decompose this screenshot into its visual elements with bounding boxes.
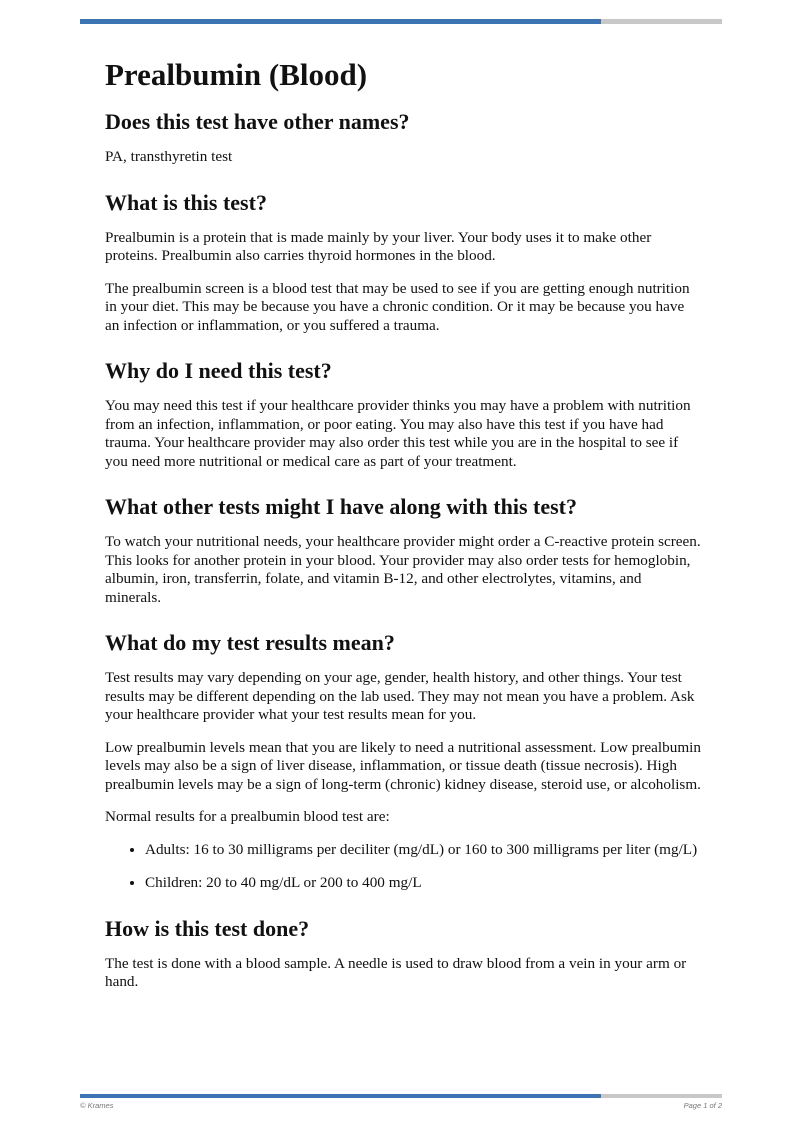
footer-copyright: © Krames	[80, 1101, 114, 1110]
page-number: Page 1 of 2	[683, 1101, 722, 1110]
document-body	[105, 56, 701, 1014]
page-title: Prealbumin (Blood)	[105, 57, 368, 92]
section-what-is-test	[105, 189, 701, 336]
section-heading: What is this test?	[105, 189, 267, 215]
section-paragraph: Test results may vary depending on your age, gender, health history, and other things. Your test results may be different depending on the lab used. They may not mean you have a problem. Ask your healthcare provider what your test results mean for you.	[105, 669, 695, 723]
section-other-tests	[105, 493, 701, 607]
section-heading: What other tests might I have along with this test?	[105, 494, 577, 519]
normal-results-list	[105, 841, 701, 893]
footer-progress-fill	[80, 1094, 601, 1098]
section-heading: Why do I need this test?	[105, 358, 332, 383]
header-progress-bar	[80, 19, 722, 24]
section-paragraph: To watch your nutritional needs, your healthcare provider might order a C-reactive protein screen. This looks for another protein in your blood. Your provider may also order tests for hemoglobin, albumin, iron, transferrin, folate, and vitamin B-12, and other electrolytes, vitamins, and minerals.	[105, 533, 701, 606]
section-paragraph: The test is done with a blood sample. A needle is used to draw blood from a vein in your arm or hand.	[105, 954, 687, 990]
section-results-mean	[105, 629, 701, 893]
section-paragraph: Normal results for a prealbumin blood test are:	[105, 808, 390, 825]
section-other-names	[105, 108, 701, 167]
footer-progress-bar	[80, 1094, 722, 1098]
section-why-need-test	[105, 357, 701, 471]
section-paragraph: Prealbumin is a protein that is made mainly by your liver. Your body uses it to make other proteins. Prealbumin also carries thyroid hormones in the blood.	[105, 228, 652, 264]
section-heading: Does this test have other names?	[105, 109, 410, 134]
header-progress-fill	[80, 19, 601, 24]
section-heading: How is this test done?	[105, 915, 310, 941]
section-paragraph: Low prealbumin levels mean that you are likely to need a nutritional assessment. Low prealbumin levels may also be a sign of liver disease, inflammation, or tissue death (tissue necrosis). High prealbumin levels may be a sign of long-term (chronic) kidney disease, steroid use, or alcoholism.	[105, 738, 701, 793]
list-item: • Adults: 16 to 30 milligrams per deciliter (mg/dL) or 160 to 300 milligrams per liter (mg/L)	[145, 841, 701, 860]
section-heading: What do my test results mean?	[105, 630, 395, 655]
list-item: • Children: 20 to 40 mg/dL or 200 to 400 mg/L	[145, 874, 701, 893]
section-how-test-done	[105, 915, 701, 992]
section-paragraph: You may need this test if your healthcare provider thinks you may have a problem with nutrition from an infection, inflammation, or poor eating. You may also have this test if you have had trauma. Your healthcare provider may also order this test while you are in the hospital to see if you need more nutritional or medical care as part of your treatment.	[105, 397, 691, 470]
section-paragraph: PA, transthyretin test	[105, 148, 233, 165]
section-paragraph: The prealbumin screen is a blood test that may be used to see if you are getting enough nutrition in your diet. This may be because you have a chronic condition. Or it may be because you have an infection or inflammation, or you suffered a trauma.	[105, 279, 690, 334]
page-footer	[80, 1101, 722, 1110]
